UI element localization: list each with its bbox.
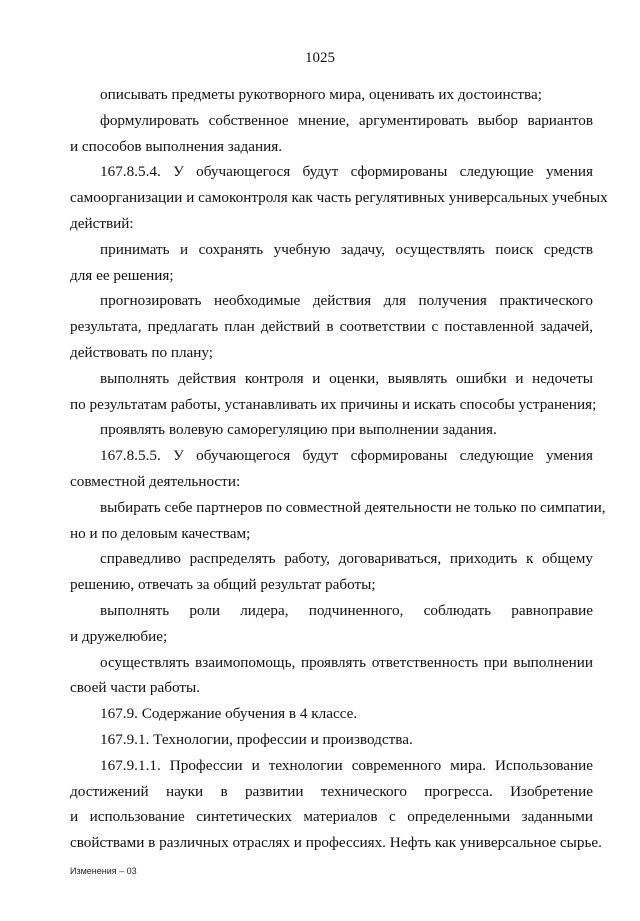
text-line: справедливо распределять работу, договариваться, приходить к общему	[100, 550, 593, 568]
text-line: для ее решения;	[70, 266, 174, 284]
text-line: и способов выполнения задания.	[70, 137, 283, 155]
text-line: решению, отвечать за общий результат работы;	[70, 576, 376, 594]
text-line: действий:	[70, 214, 134, 232]
text-line: выбирать себе партнеров по совместной деятельности не только по симпатии,	[100, 498, 606, 516]
text-line: прогнозировать необходимые действия для получения практического	[100, 292, 593, 310]
text-line: и дружелюбие;	[70, 627, 168, 645]
text-line: своей части работы.	[70, 679, 201, 697]
text-line: 167.9.1.1. Профессии и технологии современного мира. Использование	[100, 756, 593, 774]
text-line: 167.8.5.4. У обучающегося будут сформированы следующие умения	[100, 163, 593, 181]
text-line: 167.9.1. Технологии, профессии и производства.	[100, 730, 413, 748]
text-line: проявлять волевую саморегуляцию при выполнении задания.	[100, 421, 497, 439]
page-number: 1025	[305, 50, 335, 66]
text-line: осуществлять взаимопомощь, проявлять ответственность при выполнении	[100, 653, 593, 671]
text-line: принимать и сохранять учебную задачу, осуществлять поиск средств	[100, 240, 593, 258]
text-line: совместной деятельности:	[70, 472, 241, 490]
text-line: 167.8.5.5. У обучающегося будут сформированы следующие умения	[100, 447, 593, 465]
text-line: 167.9. Содержание обучения в 4 классе.	[100, 705, 358, 723]
document-body	[70, 82, 608, 856]
text-line: выполнять роли лидера, подчиненного, соблюдать равноправие	[100, 601, 593, 619]
text-line: достижений науки в развитии технического прогресса. Изобретение	[70, 782, 593, 800]
text-line: результата, предлагать план действий в соответствии с поставленной задачей,	[70, 318, 593, 336]
text-line: описывать предметы рукотворного мира, оценивать их достоинства;	[100, 86, 542, 103]
text-line: формулировать собственное мнение, аргументировать выбор вариантов	[100, 111, 593, 129]
text-line: самоорганизации и самоконтроля как часть регулятивных универсальных учебных	[70, 189, 608, 207]
text-line: но и по деловым качествам;	[70, 524, 251, 542]
text-line: по результатам работы, устанавливать их причины и искать способы устранения;	[70, 395, 597, 413]
text-line: выполнять действия контроля и оценки, выявлять ошибки и недочеты	[100, 369, 593, 387]
text-line: действовать по плану;	[70, 343, 214, 361]
revision-footer: Изменения – 03	[70, 866, 137, 876]
text-line: и использование синтетических материалов с определенными заданными	[70, 808, 593, 826]
text-line: свойствами в различных отраслях и профессиях. Нефть как универсальное сырье.	[70, 834, 602, 852]
